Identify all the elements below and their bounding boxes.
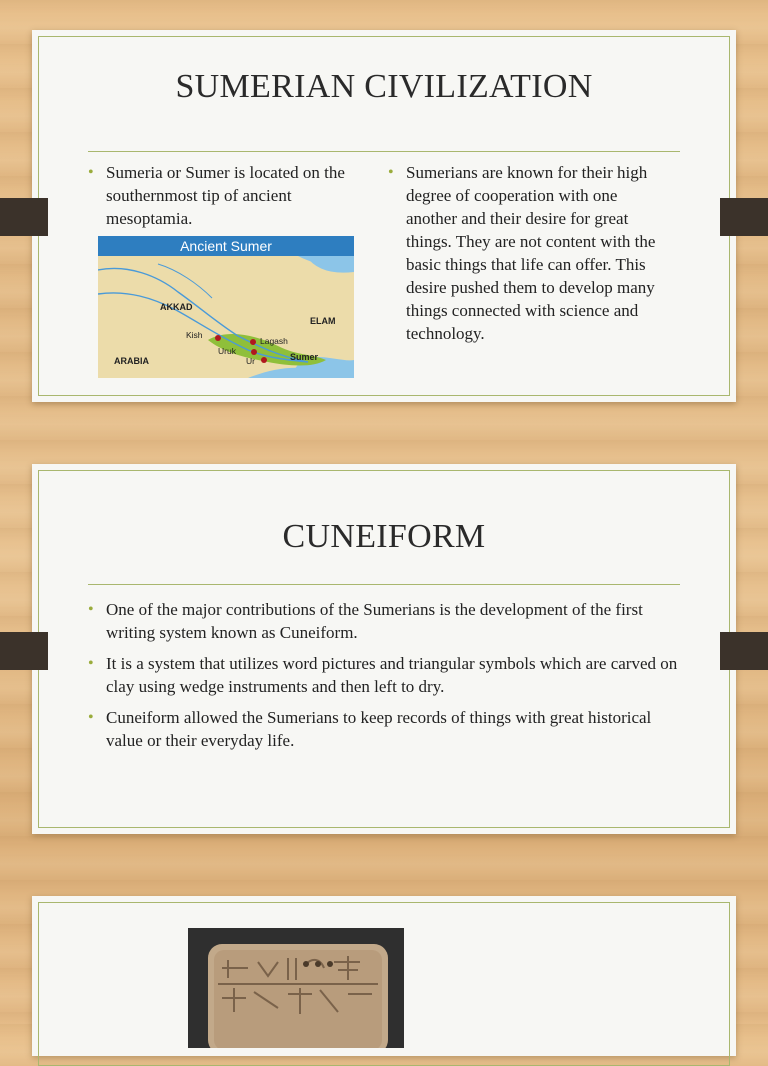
slide-sumerian-civilization: [32, 30, 736, 402]
list-item: • Sumeria or Sumer is located on the southernmost tip of ancient mesoptamia.: [88, 163, 345, 228]
map-label-kish: Kish: [186, 330, 203, 340]
slide-cuneiform-tablet: [32, 896, 736, 1056]
bullet-icon: •: [88, 601, 94, 618]
bullet-icon: •: [88, 655, 94, 672]
map-title: Ancient Sumer: [98, 236, 354, 256]
bullet-icon: •: [88, 709, 94, 726]
left-bullet-list: [88, 161, 368, 230]
list-item: • It is a system that utilizes word pictures and triangular symbols which are carved on clay using wedge instruments and then left to dry.: [88, 654, 678, 696]
list-item: • Sumerians are known for their high degree of cooperation with one another and their desire for great things. They are not content with the basic things that life can offer. This desire pushed them to develop many things connected with science and technology.: [388, 163, 656, 343]
map-label-sumer: Sumer: [290, 352, 319, 362]
cuneiform-tablet-image: [188, 928, 404, 1048]
binder-tab-left: [0, 632, 48, 670]
map-label-uruk: Uruk: [218, 346, 236, 356]
list-item: • One of the major contributions of the Sumerians is the development of the first writing system known as Cuneiform.: [88, 600, 643, 642]
map-label-arabia: ARABIA: [114, 356, 149, 366]
slide-cuneiform: [32, 464, 736, 834]
binder-tab-left: [0, 198, 48, 236]
title-divider: [88, 151, 680, 152]
slide-title: SUMERIAN CIVILIZATION: [175, 68, 593, 105]
map-label-lagash: Lagash: [260, 336, 288, 346]
list-item: • Cuneiform allowed the Sumerians to keep records of things with great historical value or their everyday life.: [88, 708, 652, 750]
tablet-graphic: [188, 928, 404, 1048]
map-label-elam: ELAM: [310, 316, 336, 326]
slide-title: CUNEIFORM: [282, 518, 486, 555]
binder-tab-right: [720, 632, 768, 670]
map-label-ur: Ur: [246, 356, 255, 366]
ancient-sumer-map: [98, 236, 354, 378]
title-divider: [88, 584, 680, 585]
bullet-icon: •: [88, 164, 94, 181]
right-bullet-list: [388, 161, 658, 345]
map-label-akkad: AKKAD: [160, 302, 193, 312]
bullet-list: [88, 598, 682, 752]
bullet-icon: •: [388, 164, 394, 181]
binder-tab-right: [720, 198, 768, 236]
